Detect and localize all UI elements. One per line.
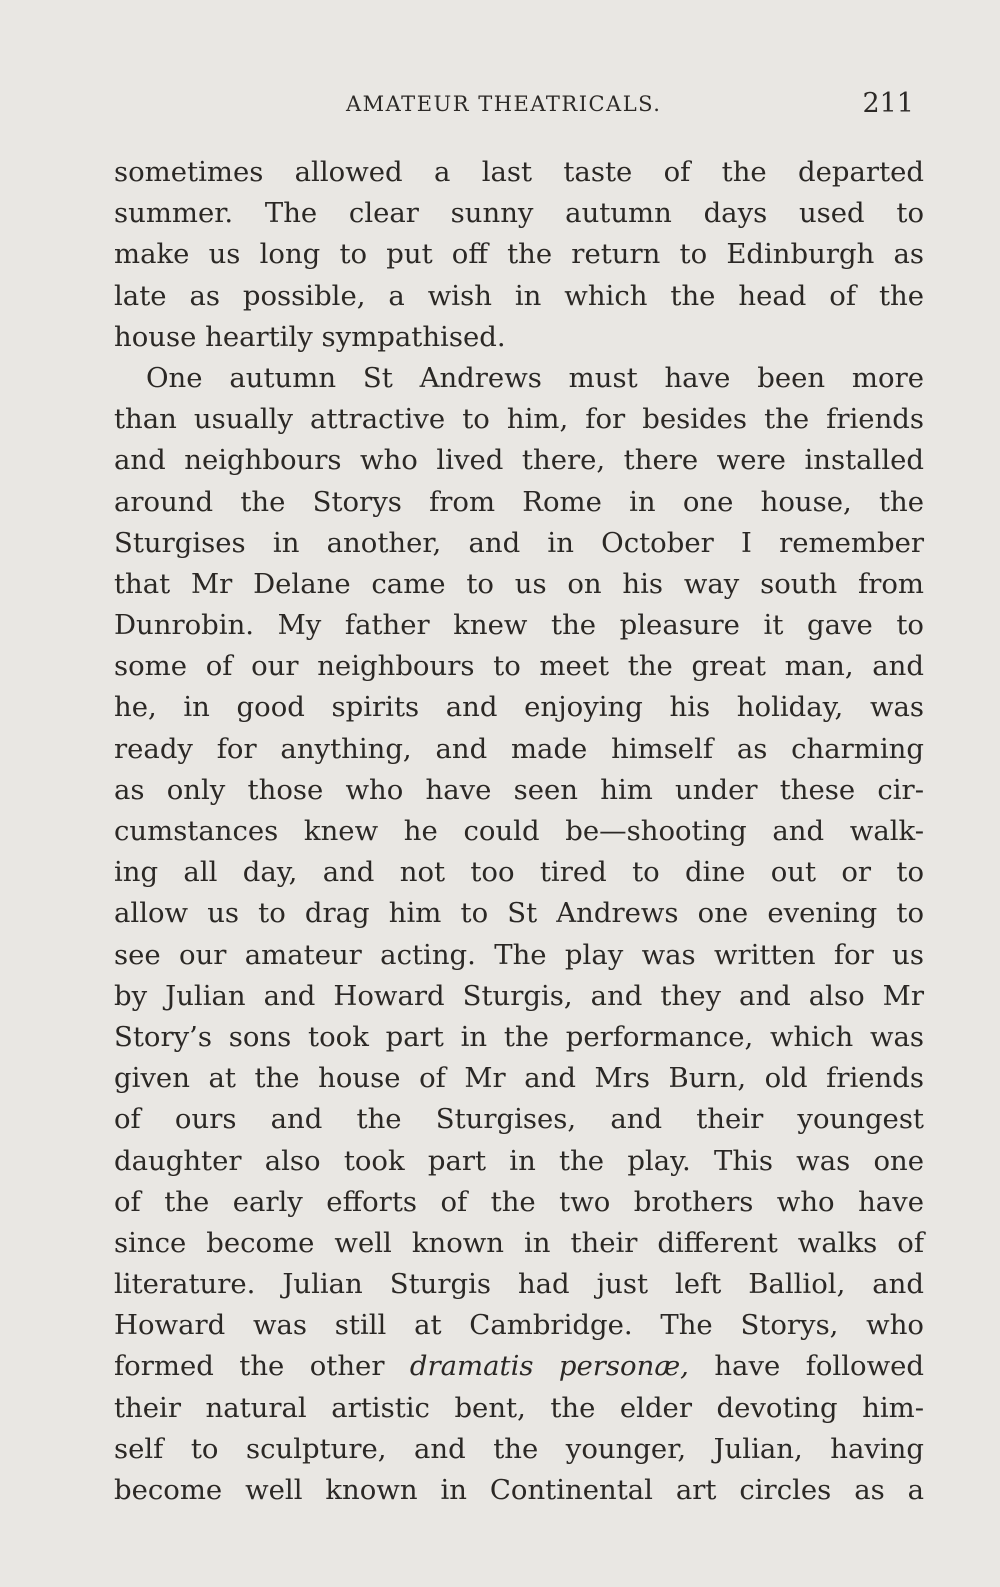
text-line: late as possible, a wish in which the head of the — [114, 279, 924, 312]
text-line: than usually attractive to him, for besides the friends — [114, 403, 924, 436]
text-line: see our amateur acting. The play was written for us — [114, 938, 924, 971]
text-line: he, in good spirits and enjoying his holiday, was — [114, 691, 924, 724]
body-text — [114, 152, 924, 1511]
text-line: house heartily sympathised. — [114, 320, 506, 353]
text-line: cumstances knew he could be—shooting and walk- — [114, 815, 924, 847]
text-line: Dunrobin. My father knew the pleasure it gave to — [114, 609, 924, 642]
running-head — [114, 88, 924, 128]
text-line: of ours and the Sturgises, and their youngest — [114, 1103, 924, 1136]
text-line: self to sculpture, and the younger, Julian, having — [114, 1432, 924, 1465]
text-line: around the Storys from Rome in one house, the — [114, 485, 924, 518]
text-line: become well known in Continental art circles as a — [114, 1474, 924, 1506]
text-line: since become well known in their different walks of — [114, 1226, 924, 1259]
text-line: make us long to put off the return to Edinburgh as — [114, 238, 924, 271]
text-line: given at the house of Mr and Mrs Burn, old friends — [114, 1062, 924, 1095]
running-title: AMATEUR THEATRICALS. — [346, 92, 662, 116]
text-line: summer. The clear sunny autumn days used to — [114, 197, 924, 230]
text-line: of the early efforts of the two brothers who have — [114, 1185, 924, 1218]
page-number: 211 — [862, 88, 914, 119]
text-line: sometimes allowed a last taste of the departed — [114, 156, 924, 188]
text-line: Sturgises in another, and in October I remember — [114, 526, 924, 559]
text-line: Story’s sons took part in the performance, which was — [114, 1020, 924, 1053]
italic-phrase: dramatis personæ, — [409, 1350, 689, 1383]
text-line-with-italic — [114, 1346, 924, 1387]
text-line: some of our neighbours to meet the great man, and — [114, 650, 924, 683]
text-line: daughter also took part in the play. This was one — [114, 1144, 924, 1177]
text-line: their natural artistic bent, the elder devoting him- — [114, 1391, 924, 1424]
text-line: One autumn St Andrews must have been more — [146, 361, 924, 394]
text-line: as only those who have seen him under these cir- — [114, 773, 924, 806]
text-line: allow us to drag him to St Andrews one evening to — [114, 897, 924, 930]
text-line: literature. Julian Sturgis had just left Balliol, and — [114, 1268, 924, 1301]
text-line: Howard was still at Cambridge. The Storys, who — [114, 1309, 924, 1342]
text-segment: have followed — [714, 1350, 924, 1383]
text-segment: formed the other — [114, 1350, 385, 1383]
text-line: by Julian and Howard Sturgis, and they and also Mr — [114, 979, 924, 1012]
text-line: ing all day, and not too tired to dine out or to — [114, 856, 924, 889]
text-line: and neighbours who lived there, there were installed — [114, 444, 924, 477]
text-line: ready for anything, and made himself as charming — [114, 732, 924, 765]
text-line: that Mr Delane came to us on his way south from — [114, 567, 924, 600]
